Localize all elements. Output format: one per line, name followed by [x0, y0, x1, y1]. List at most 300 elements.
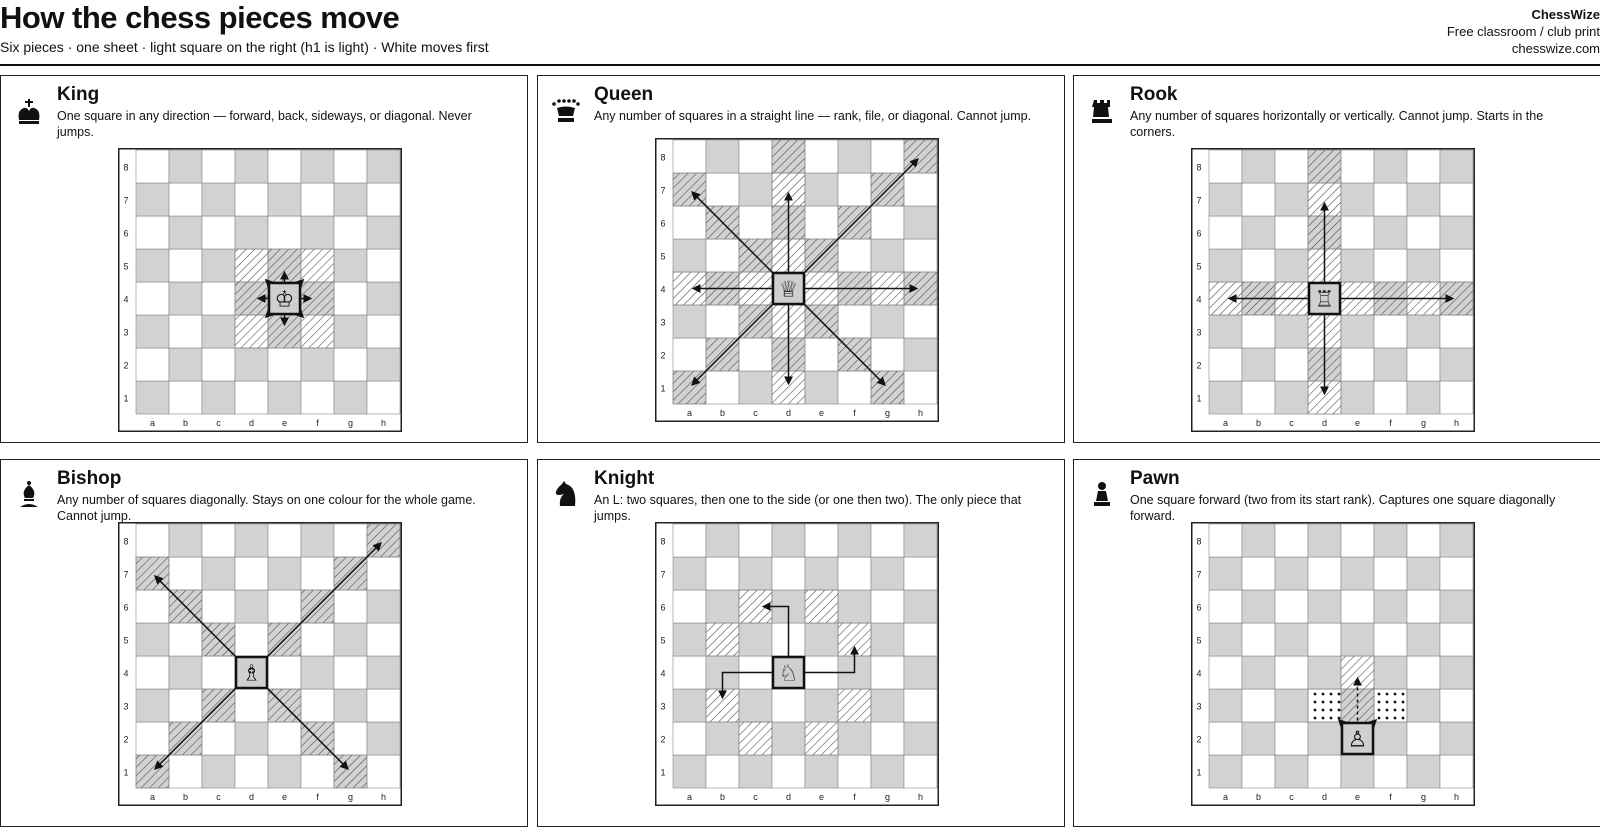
square-c2 — [739, 338, 772, 371]
square-h3 — [904, 305, 937, 338]
square-b6 — [706, 590, 739, 623]
rank-label: 7 — [660, 185, 666, 196]
square-g5 — [334, 623, 367, 656]
square-a8 — [1209, 524, 1242, 557]
square-g3 — [1407, 315, 1440, 348]
square-b8 — [706, 524, 739, 557]
board-rook — [1191, 148, 1475, 432]
square-c7 — [739, 173, 772, 206]
square-a5 — [136, 623, 169, 656]
file-label: b — [1255, 418, 1262, 428]
square-g8 — [1407, 150, 1440, 183]
square-a6 — [673, 206, 706, 239]
square-d3 — [235, 689, 268, 722]
rank-label: 4 — [123, 668, 129, 679]
file-label: g — [1420, 418, 1427, 428]
rank-label: 8 — [660, 536, 666, 547]
panel-description: Any number of squares diagonally. Stays on one colour for the whole game. Cannot jump. — [57, 493, 476, 523]
square-e2 — [268, 722, 301, 755]
square-h4 — [367, 656, 400, 689]
square-h5 — [1440, 623, 1473, 656]
square-c5 — [739, 623, 772, 656]
file-label: a — [686, 792, 693, 802]
panel-title: Pawn — [1130, 468, 1180, 489]
file-label: b — [182, 792, 189, 802]
rank-label: 2 — [660, 350, 666, 361]
square-g2 — [1407, 348, 1440, 381]
square-a2 — [136, 722, 169, 755]
rank-label: 3 — [1196, 701, 1202, 712]
square-h8 — [1440, 524, 1473, 557]
rank-label: 4 — [1196, 294, 1202, 305]
panel-title: Bishop — [57, 468, 122, 489]
square-a1 — [1209, 755, 1242, 788]
file-label: h — [380, 792, 387, 802]
rank-label: 1 — [660, 383, 666, 394]
square-d2 — [772, 722, 805, 755]
square-e8 — [1341, 524, 1374, 557]
square-h5 — [367, 249, 400, 282]
square-b8 — [169, 524, 202, 557]
square-c1 — [739, 755, 772, 788]
square-h7 — [1440, 183, 1473, 216]
square-d4 — [1308, 656, 1341, 689]
square-b8 — [1242, 524, 1275, 557]
file-label: h — [917, 408, 924, 418]
rank-label: 7 — [660, 569, 666, 580]
square-a7 — [1209, 183, 1242, 216]
square-c2 — [1275, 348, 1308, 381]
square-c8 — [1275, 150, 1308, 183]
square-c4 — [202, 656, 235, 689]
square-f3 — [301, 689, 334, 722]
square-f8 — [301, 150, 334, 183]
square-a3 — [673, 305, 706, 338]
square-a8 — [136, 524, 169, 557]
square-c1 — [202, 755, 235, 788]
rank-label: 7 — [123, 195, 129, 206]
target-square-f5 — [301, 249, 334, 282]
square-b1 — [1242, 381, 1275, 414]
square-e7 — [1341, 557, 1374, 590]
file-label: e — [281, 418, 288, 428]
square-h5 — [367, 623, 400, 656]
square-f8 — [301, 524, 334, 557]
square-e2 — [805, 338, 838, 371]
square-d3 — [772, 689, 805, 722]
square-g6 — [334, 216, 367, 249]
rank-label: 5 — [1196, 261, 1202, 272]
square-a2 — [136, 348, 169, 381]
square-e8 — [805, 140, 838, 173]
square-e6 — [1341, 590, 1374, 623]
square-g5 — [871, 239, 904, 272]
square-b6 — [169, 216, 202, 249]
square-c7 — [202, 557, 235, 590]
square-h7 — [367, 557, 400, 590]
square-c7 — [1275, 183, 1308, 216]
file-label: e — [818, 408, 825, 418]
board-knight — [655, 522, 939, 806]
square-e8 — [268, 150, 301, 183]
file-label: g — [347, 792, 354, 802]
square-a5 — [136, 249, 169, 282]
square-a3 — [136, 315, 169, 348]
pawn-icon — [1086, 478, 1118, 510]
square-h1 — [904, 371, 937, 404]
square-g1 — [334, 381, 367, 414]
square-f4 — [301, 656, 334, 689]
square-e1 — [268, 755, 301, 788]
square-h6 — [904, 206, 937, 239]
square-c7 — [739, 557, 772, 590]
square-c4 — [202, 282, 235, 315]
square-h8 — [904, 524, 937, 557]
square-h3 — [1440, 315, 1473, 348]
file-label: f — [1389, 792, 1392, 802]
square-h7 — [367, 183, 400, 216]
square-g5 — [1407, 249, 1440, 282]
square-g7 — [1407, 183, 1440, 216]
square-h8 — [367, 150, 400, 183]
square-b5 — [1242, 249, 1275, 282]
square-b5 — [169, 623, 202, 656]
square-a6 — [136, 590, 169, 623]
rank-label: 3 — [660, 701, 666, 712]
square-f7 — [1374, 557, 1407, 590]
square-d1 — [235, 381, 268, 414]
square-c1 — [1275, 755, 1308, 788]
square-f5 — [838, 239, 871, 272]
knight-icon — [550, 478, 582, 510]
square-g3 — [871, 305, 904, 338]
square-d7 — [235, 183, 268, 216]
square-f8 — [838, 140, 871, 173]
page-header — [0, 0, 1600, 66]
square-e1 — [1341, 381, 1374, 414]
rook-piece: ♖ — [1314, 287, 1335, 313]
square-f8 — [1374, 150, 1407, 183]
square-g1 — [1407, 755, 1440, 788]
rank-label: 8 — [1196, 162, 1202, 173]
square-e7 — [805, 557, 838, 590]
rank-label: 6 — [660, 218, 666, 229]
rank-label: 1 — [123, 767, 129, 778]
square-c8 — [202, 524, 235, 557]
square-f5 — [1374, 623, 1407, 656]
square-d7 — [235, 557, 268, 590]
square-f6 — [838, 590, 871, 623]
square-g2 — [871, 722, 904, 755]
brand-url[interactable]: chesswize.com — [1511, 41, 1600, 56]
square-g8 — [1407, 524, 1440, 557]
square-a3 — [673, 689, 706, 722]
square-c8 — [202, 150, 235, 183]
square-a1 — [1209, 381, 1242, 414]
square-g3 — [871, 689, 904, 722]
square-b7 — [1242, 557, 1275, 590]
square-g4 — [334, 282, 367, 315]
square-e2 — [1341, 348, 1374, 381]
square-f5 — [301, 623, 334, 656]
square-g6 — [334, 590, 367, 623]
target-square-e2 — [805, 722, 838, 755]
square-g8 — [871, 524, 904, 557]
file-label: h — [917, 792, 924, 802]
square-c5 — [202, 249, 235, 282]
square-f5 — [1374, 249, 1407, 282]
square-b1 — [706, 371, 739, 404]
square-d7 — [772, 557, 805, 590]
square-h3 — [904, 689, 937, 722]
rank-label: 2 — [1196, 734, 1202, 745]
square-b1 — [169, 381, 202, 414]
file-label: h — [380, 418, 387, 428]
square-e1 — [1341, 755, 1374, 788]
rank-label: 2 — [660, 734, 666, 745]
capture-square-f3 — [1374, 689, 1407, 722]
square-b2 — [1242, 348, 1275, 381]
square-c3 — [1275, 689, 1308, 722]
rank-label: 2 — [1196, 360, 1202, 371]
square-a8 — [1209, 150, 1242, 183]
rank-label: 6 — [1196, 228, 1202, 239]
file-label: b — [182, 418, 189, 428]
square-g3 — [1407, 689, 1440, 722]
square-a2 — [673, 338, 706, 371]
square-b3 — [1242, 315, 1275, 348]
panel-title: King — [57, 84, 100, 105]
square-g8 — [334, 150, 367, 183]
square-b1 — [706, 755, 739, 788]
square-g2 — [871, 338, 904, 371]
square-f1 — [838, 371, 871, 404]
square-c6 — [1275, 590, 1308, 623]
file-label: a — [1222, 792, 1229, 802]
square-c1 — [739, 371, 772, 404]
rank-label: 7 — [1196, 195, 1202, 206]
square-h7 — [904, 557, 937, 590]
square-a7 — [1209, 557, 1242, 590]
square-g8 — [334, 524, 367, 557]
square-g7 — [1407, 557, 1440, 590]
file-label: h — [1453, 792, 1460, 802]
square-c3 — [739, 689, 772, 722]
file-label: e — [1354, 418, 1361, 428]
square-b7 — [169, 557, 202, 590]
square-e1 — [805, 371, 838, 404]
square-e8 — [805, 524, 838, 557]
square-c8 — [1275, 524, 1308, 557]
square-a6 — [1209, 590, 1242, 623]
square-a5 — [673, 239, 706, 272]
rank-label: 1 — [1196, 393, 1202, 404]
square-h1 — [1440, 755, 1473, 788]
target-square-d3 — [235, 315, 268, 348]
file-label: c — [753, 408, 758, 418]
file-label: a — [149, 418, 156, 428]
file-label: a — [686, 408, 693, 418]
knight-piece: ♘ — [778, 661, 799, 687]
rank-label: 5 — [123, 635, 129, 646]
panel-description: Any number of squares horizontally or vertically. Cannot jump. Starts in the corners. — [1130, 109, 1544, 139]
file-label: d — [1321, 792, 1328, 802]
square-f3 — [838, 305, 871, 338]
file-label: c — [1289, 792, 1294, 802]
square-a5 — [673, 623, 706, 656]
square-d8 — [235, 150, 268, 183]
board-queen — [655, 138, 939, 422]
square-h4 — [1440, 656, 1473, 689]
square-f7 — [1374, 183, 1407, 216]
rank-label: 3 — [1196, 327, 1202, 338]
square-e3 — [1341, 315, 1374, 348]
square-b3 — [706, 305, 739, 338]
square-a4 — [673, 656, 706, 689]
file-label: a — [1222, 418, 1229, 428]
square-g6 — [871, 590, 904, 623]
square-e5 — [805, 623, 838, 656]
square-c3 — [202, 315, 235, 348]
square-d5 — [235, 623, 268, 656]
square-a6 — [1209, 216, 1242, 249]
square-h3 — [367, 315, 400, 348]
square-g6 — [871, 206, 904, 239]
square-b4 — [169, 656, 202, 689]
square-c8 — [739, 140, 772, 173]
square-d1 — [1308, 755, 1341, 788]
square-d2 — [235, 722, 268, 755]
square-f1 — [1374, 381, 1407, 414]
square-h5 — [1440, 249, 1473, 282]
page-subtitle: Six pieces · one sheet · light square on the right (h1 is light) · White moves first — [0, 39, 489, 55]
square-c5 — [1275, 623, 1308, 656]
square-b7 — [706, 557, 739, 590]
file-label: b — [719, 408, 726, 418]
target-square-f3 — [838, 689, 871, 722]
file-label: d — [248, 792, 255, 802]
square-e8 — [268, 524, 301, 557]
square-f1 — [1374, 755, 1407, 788]
square-a6 — [136, 216, 169, 249]
rank-label: 4 — [660, 284, 666, 295]
rank-label: 5 — [660, 251, 666, 262]
file-label: e — [281, 792, 288, 802]
target-square-b5 — [706, 623, 739, 656]
rank-label: 2 — [123, 734, 129, 745]
square-c2 — [202, 722, 235, 755]
square-c1 — [1275, 381, 1308, 414]
square-g1 — [871, 755, 904, 788]
square-b2 — [169, 348, 202, 381]
file-label: e — [1354, 792, 1361, 802]
square-h1 — [367, 381, 400, 414]
square-f7 — [301, 557, 334, 590]
square-b3 — [169, 315, 202, 348]
square-h1 — [904, 755, 937, 788]
square-e4 — [268, 656, 301, 689]
target-square-e6 — [805, 590, 838, 623]
square-c2 — [202, 348, 235, 381]
square-e7 — [805, 173, 838, 206]
rank-label: 3 — [660, 317, 666, 328]
square-c6 — [202, 216, 235, 249]
square-f7 — [301, 183, 334, 216]
brand-tagline: Free classroom / club print — [1446, 24, 1600, 39]
square-b7 — [1242, 183, 1275, 216]
square-h6 — [904, 590, 937, 623]
file-label: b — [1255, 792, 1262, 802]
square-h5 — [904, 623, 937, 656]
panel-description: An L: two squares, then one to the side (or one then two). The only piece that jumps. — [594, 493, 1022, 523]
panel-title: Knight — [594, 468, 655, 489]
file-label: f — [316, 418, 319, 428]
panel-knight — [537, 459, 1065, 827]
board-pawn — [1191, 522, 1475, 806]
square-a6 — [673, 590, 706, 623]
square-h2 — [367, 348, 400, 381]
square-e3 — [805, 689, 838, 722]
square-a3 — [136, 689, 169, 722]
file-label: h — [1453, 418, 1460, 428]
square-h2 — [904, 338, 937, 371]
rank-label: 4 — [1196, 668, 1202, 679]
board-king — [118, 148, 402, 432]
target-square-f3 — [301, 315, 334, 348]
page-title: How the chess pieces move — [0, 0, 400, 35]
square-b7 — [706, 173, 739, 206]
square-f4 — [1374, 656, 1407, 689]
rank-label: 6 — [660, 602, 666, 613]
square-g3 — [334, 689, 367, 722]
square-g5 — [334, 249, 367, 282]
square-b5 — [706, 239, 739, 272]
file-label: f — [853, 408, 856, 418]
square-d8 — [772, 524, 805, 557]
square-e7 — [1341, 183, 1374, 216]
file-label: c — [216, 418, 221, 428]
square-f2 — [838, 722, 871, 755]
square-b4 — [169, 282, 202, 315]
queen-icon — [550, 94, 582, 126]
target-square-c2 — [739, 722, 772, 755]
square-d8 — [235, 524, 268, 557]
square-e8 — [1341, 150, 1374, 183]
square-a4 — [136, 282, 169, 315]
square-f1 — [838, 755, 871, 788]
king-piece: ♔ — [274, 287, 295, 313]
square-h1 — [367, 755, 400, 788]
rank-label: 1 — [123, 393, 129, 404]
square-b3 — [1242, 689, 1275, 722]
square-a2 — [1209, 722, 1242, 755]
square-a8 — [673, 524, 706, 557]
square-f3 — [1374, 315, 1407, 348]
square-c1 — [202, 381, 235, 414]
square-h1 — [1440, 381, 1473, 414]
file-label: b — [719, 792, 726, 802]
square-a5 — [1209, 249, 1242, 282]
square-g6 — [1407, 590, 1440, 623]
square-d7 — [1308, 557, 1341, 590]
square-b1 — [1242, 755, 1275, 788]
square-g2 — [1407, 722, 1440, 755]
square-h7 — [904, 173, 937, 206]
square-e2 — [268, 348, 301, 381]
file-label: c — [1289, 418, 1294, 428]
capture-square-d3 — [1308, 689, 1341, 722]
square-e7 — [268, 183, 301, 216]
